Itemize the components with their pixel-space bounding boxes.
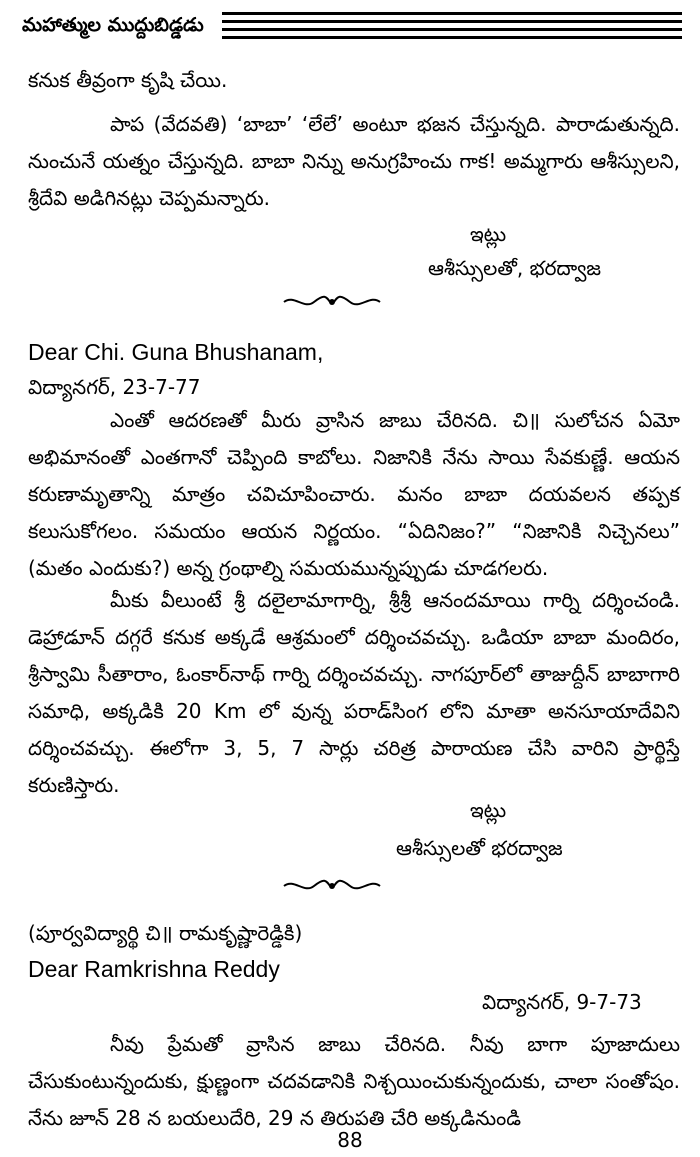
letter2-signature: ఆశీస్సులతో భరద్వాజ [396, 836, 563, 860]
letter2-closing: ఇట్లు [470, 798, 507, 822]
letter2-paragraph-1: ఎంతో ఆదరణతో మీరు వ్రాసిన జాబు చేరినది. చి॥ సులోచన ఏమో అభిమానంతో ఎంతగానో చెప్పింది కాబోలు. నిజానికి నేను సాయి సేవకుణ్ణే. ఆయన కరుణామృతాన్ని మాత్రం చవిచూపించారు. మనం బాబా దయవలన తప్పక కలుసుకోగలం. సమయం ఆయన నిర్ణయం. “ఏదినిజం?” “నిజానికి నిచ్చెనలు” (మతం ఎందుకు?) అన్న గ్రంథాల్ని సమయమున్నప్పుడు చూడగలరు. [28, 408, 680, 580]
letter3-place-date: విద్యానగర్, 9-7-73 [482, 990, 642, 1014]
letter3-note: (పూర్వవిద్యార్థి చి॥ రామకృష్ణారెడ్డికి) [28, 921, 303, 945]
page-number: 88 [337, 1128, 363, 1152]
letter3-paragraph: నీవు ప్రేమతో వ్రాసిన జాబు చేరినది. నీవు బాగా పూజాదులు చేసుకుంటున్నందుకు, క్షుణ్ణంగా చదవడానికి నిశ్చయించుకున్నందుకు, చాలా సంతోషం. నేను జూన్ 28 న బయలుదేరి, 29 న తిరుపతి చేరి అక్కడినుండి [28, 1032, 680, 1130]
letter3-salutation: Dear Ramkrishna Reddy [28, 956, 280, 982]
letter1-continuation: కనుక తీవ్రంగా కృషి చేయి. [28, 68, 228, 92]
ornament-divider-1 [282, 292, 382, 312]
ornament-divider-2 [282, 876, 382, 896]
letter2-place-date: విద్యానగర్, 23-7-77 [28, 375, 201, 399]
header-rule-lines [222, 12, 682, 48]
letter1-paragraph: పాప (వేదవతి) ‘బాబా’ ‘లేలే’ అంటూ భజన చేస్తున్నది. పారాడుతున్నది. నుంచునే యత్నం చేస్తున్నది. బాబా నిన్ను అనుగ్రహించు గాక! అమ్మగారు ఆశీస్సులని, శ్రీదేవి అడిగినట్లు చెప్పమన్నారు. [28, 112, 680, 210]
page-header [22, 8, 682, 50]
running-title: మహాత్ముల ముద్దుబిడ్డడు [22, 14, 204, 36]
letter1-signature: ఆశీస్సులతో, భరద్వాజ [428, 256, 602, 280]
letter1-closing: ఇట్లు [470, 222, 507, 246]
letter2-salutation: Dear Chi. Guna Bhushanam, [28, 339, 324, 365]
letter2-paragraph-2: మీకు వీలుంటే శ్రీ దలైలామాగార్ని, శ్రీశ్రీ ఆనందమాయి గార్ని దర్శించండి. డెహ్రాడూన్ దగ్గరే కనుక అక్కడే ఆశ్రమంలో దర్శించవచ్చు. ఒడియా బాబా మందిరం, శ్రీస్వామి సీతారాం, ఓంకార్‌నాథ్ గార్ని దర్శించవచ్చు. నాగపూర్‌లో తాజుద్దీన్ బాబాగారి సమాధి, అక్కడికి 20 Km లో వున్న పరాడ్‌సింగ లోని మాతా అనసూయాదేవిని దర్శించవచ్చు. ఈలోగా 3, 5, 7 సార్లు చరిత్ర పారాయణ చేసి వారిని ప్రార్థిస్తే కరుణిస్తారు. [28, 588, 680, 797]
